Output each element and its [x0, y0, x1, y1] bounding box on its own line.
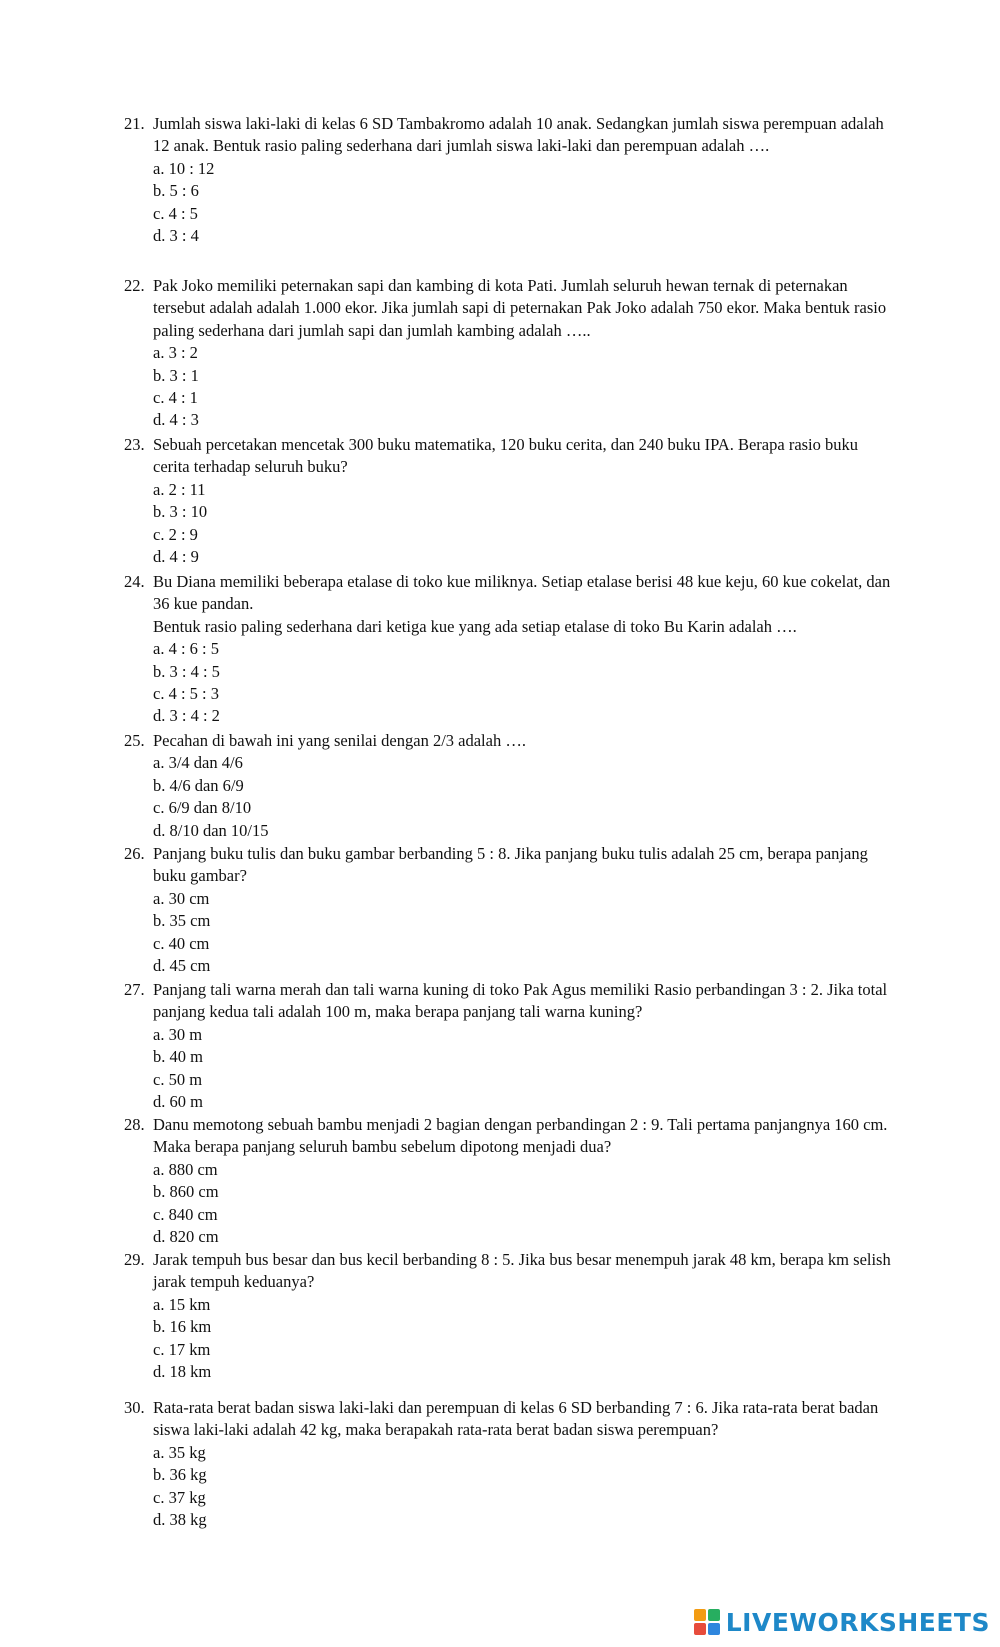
question-text: Jumlah siswa laki-laki di kelas 6 SD Tambakromo adalah 10 anak. Sedangkan jumlah siswa perempuan adalah 12 anak. Bentuk rasio paling sederhana dari jumlah siswa laki-laki dan perempuan adalah ….: [153, 114, 884, 156]
question-text: Panjang tali warna merah dan tali warna kuning di toko Pak Agus memiliki Rasio perbandingan 3 : 2. Jika total panjang kedua tali adalah 100 m, maka berapa panjang tali warna kuning?: [153, 980, 888, 1022]
logo-square-orange: [694, 1609, 706, 1621]
option-a[interactable]: a. 15 km: [153, 1294, 211, 1314]
option-d[interactable]: d. 45 cm: [153, 956, 211, 976]
option-d[interactable]: d. 4 : 3: [153, 410, 199, 430]
question-29: [124, 1249, 894, 1383]
option-d[interactable]: d. 820 cm: [153, 1227, 219, 1247]
question-25: [124, 730, 894, 842]
option-b[interactable]: b. 35 cm: [153, 911, 211, 931]
liveworksheets-logo[interactable]: [694, 1607, 990, 1637]
question-number: 25.: [124, 731, 145, 750]
option-b[interactable]: b. 4/6 dan 6/9: [153, 775, 244, 795]
option-b[interactable]: b. 5 : 6: [153, 181, 199, 201]
option-a[interactable]: a. 3 : 2: [153, 343, 198, 363]
option-d[interactable]: d. 38 kg: [153, 1510, 207, 1530]
question-number: 26.: [124, 844, 145, 863]
question-number: 22.: [124, 276, 145, 295]
question-28: [124, 1114, 894, 1248]
question-number: 30.: [124, 1398, 145, 1417]
option-d[interactable]: d. 18 km: [153, 1362, 212, 1382]
question-23: [124, 434, 894, 568]
option-a[interactable]: a. 2 : 11: [153, 479, 206, 499]
question-text: Danu memotong sebuah bambu menjadi 2 bagian dengan perbandingan 2 : 9. Tali pertama panjangnya 160 cm. Maka berapa panjang seluruh bambu sebelum dipotong menjadi dua?: [153, 1115, 888, 1157]
question-number: 27.: [124, 980, 145, 999]
logo-text: LIVEWORKSHEETS: [725, 1607, 990, 1637]
liveworksheets-logo-icon: [694, 1609, 720, 1635]
question-number: 24.: [124, 572, 145, 591]
question-number: 28.: [124, 1115, 145, 1134]
question-number: 29.: [124, 1250, 145, 1269]
option-c[interactable]: c. 4 : 5 : 3: [153, 684, 219, 704]
question-text: Bu Diana memiliki beberapa etalase di toko kue miliknya. Setiap etalase berisi 48 kue keju, 60 kue cokelat, dan 36 kue pandan.: [153, 572, 891, 614]
option-b[interactable]: b. 40 m: [153, 1047, 203, 1067]
option-b[interactable]: b. 3 : 4 : 5: [153, 661, 220, 681]
option-c[interactable]: c. 4 : 5: [153, 203, 198, 223]
option-d[interactable]: d. 8/10 dan 10/15: [153, 820, 269, 840]
question-text: Pak Joko memiliki peternakan sapi dan kambing di kota Pati. Jumlah seluruh hewan ternak di peternakan tersebut adalah adalah 1.000 ekor. Jika jumlah sapi di peternakan Pak Joko adalah 750 ekor. Maka bentuk rasio paling sederhana dari jumlah sapi dan jumlah kambing adalah …..: [153, 276, 887, 340]
option-c[interactable]: c. 2 : 9: [153, 524, 198, 544]
question-text: Rata-rata berat badan siswa laki-laki dan perempuan di kelas 6 SD berbanding 7 : 6. Jika rata-rata berat badan siswa laki-laki adalah 42 kg, maka berapakah rata-rata berat badan siswa perempuan?: [153, 1398, 879, 1440]
question-21: [124, 113, 894, 247]
question-number: 21.: [124, 114, 145, 133]
option-a[interactable]: a. 35 kg: [153, 1442, 206, 1462]
logo-square-blue: [708, 1623, 720, 1635]
option-c[interactable]: c. 37 kg: [153, 1487, 206, 1507]
question-text-continued: Bentuk rasio paling sederhana dari ketiga kue yang ada setiap etalase di toko Bu Karin adalah ….: [153, 616, 797, 636]
option-c[interactable]: c. 840 cm: [153, 1204, 218, 1224]
question-text: Pecahan di bawah ini yang senilai dengan 2/3 adalah ….: [153, 731, 526, 750]
logo-square-red: [694, 1623, 706, 1635]
option-d[interactable]: d. 3 : 4: [153, 226, 199, 246]
option-b[interactable]: b. 860 cm: [153, 1182, 219, 1202]
option-d[interactable]: d. 3 : 4 : 2: [153, 706, 220, 726]
option-c[interactable]: c. 40 cm: [153, 933, 210, 953]
option-b[interactable]: b. 16 km: [153, 1317, 212, 1337]
question-26: [124, 843, 894, 977]
question-22: [124, 275, 894, 432]
question-text: Panjang buku tulis dan buku gambar berbanding 5 : 8. Jika panjang buku tulis adalah 25 cm, berapa panjang buku gambar?: [153, 844, 868, 886]
option-a[interactable]: a. 3/4 dan 4/6: [153, 753, 243, 773]
question-text: Jarak tempuh bus besar dan bus kecil berbanding 8 : 5. Jika bus besar menempuh jarak 48 km, berapa km selish jarak tempuh keduanya?: [153, 1250, 891, 1292]
question-text: Sebuah percetakan mencetak 300 buku matematika, 120 buku cerita, dan 240 buku IPA. Berapa rasio buku cerita terhadap seluruh buku?: [153, 435, 859, 477]
option-a[interactable]: a. 10 : 12: [153, 158, 215, 178]
question-30: [124, 1397, 894, 1531]
option-a[interactable]: a. 30 m: [153, 1024, 203, 1044]
option-c[interactable]: c. 50 m: [153, 1069, 203, 1089]
option-c[interactable]: c. 6/9 dan 8/10: [153, 798, 252, 818]
option-c[interactable]: c. 17 km: [153, 1339, 211, 1359]
option-b[interactable]: b. 3 : 10: [153, 502, 208, 522]
option-a[interactable]: a. 880 cm: [153, 1159, 218, 1179]
option-d[interactable]: d. 4 : 9: [153, 547, 199, 567]
option-b[interactable]: b. 36 kg: [153, 1465, 207, 1485]
question-27: [124, 979, 894, 1113]
question-24: [124, 571, 894, 728]
option-c[interactable]: c. 4 : 1: [153, 388, 198, 408]
option-a[interactable]: a. 30 cm: [153, 888, 210, 908]
option-b[interactable]: b. 3 : 1: [153, 365, 199, 385]
logo-square-green: [708, 1609, 720, 1621]
option-a[interactable]: a. 4 : 6 : 5: [153, 639, 219, 659]
question-number: 23.: [124, 435, 145, 454]
option-d[interactable]: d. 60 m: [153, 1092, 203, 1112]
